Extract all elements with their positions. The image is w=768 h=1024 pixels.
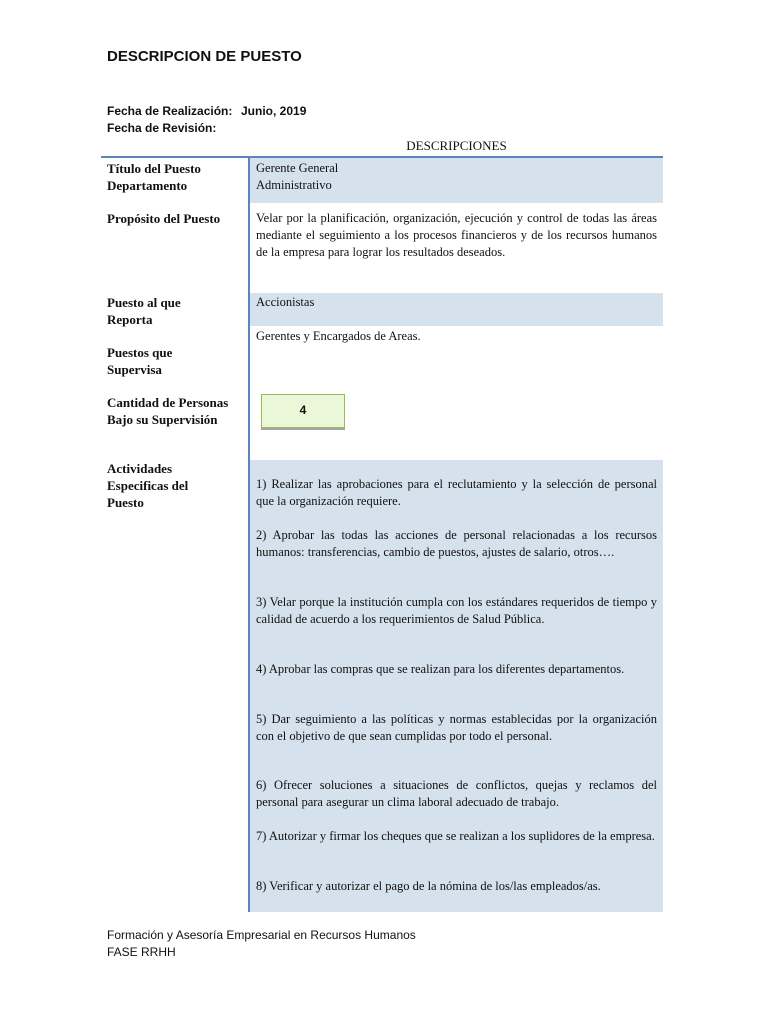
row-band-supervisa: [250, 326, 663, 460]
titulo-label: Título del Puesto: [107, 161, 201, 176]
proposito-label: Propósito del Puesto: [107, 211, 221, 226]
fecha-revision: [107, 121, 216, 135]
document-title: DESCRIPCION DE PUESTO: [107, 48, 302, 65]
proposito-value: Velar por la planificación, organización, ejecución y control de todas las áreas mediante el seguimiento a los procesos financieros y de los recursos humanos de la empresa para lograr los resultados deseados.: [256, 211, 657, 259]
supervisa-label: Puestos que Supervisa: [107, 345, 173, 377]
activity-item: 4) Aprobar las compras que se realizan para los diferentes departamentos.: [256, 662, 625, 676]
table-heading: DESCRIPCIONES: [406, 138, 507, 153]
titulo-value: Gerente General: [256, 161, 339, 175]
reporta-value: Accionistas: [256, 295, 315, 309]
fecha-revision-label: Fecha de Revisión:: [107, 121, 217, 135]
footer-line-2: FASE RRHH: [107, 945, 176, 959]
activity-item: 1) Realizar las aprobaciones para el reclutamiento y la selección de personal que la organización requiere.: [256, 477, 657, 508]
departamento-value: Administrativo: [256, 178, 332, 192]
footer-line-1: Formación y Asesoría Empresarial en Recursos Humanos: [107, 928, 416, 942]
cantidad-value-box: 4: [261, 394, 345, 428]
activity-item: 8) Verificar y autorizar el pago de la nómina de los/las empleados/as.: [256, 879, 601, 893]
activity-item: 6) Ofrecer soluciones a situaciones de conflictos, quejas y reclamos del personal para asegurar un clima laboral adecuado de trabajo.: [256, 778, 657, 809]
table-top-rule: [101, 156, 663, 158]
table-column-divider: [248, 157, 250, 912]
supervisa-value: Gerentes y Encargados de Areas.: [256, 329, 421, 343]
reporta-label: Puesto al que Reporta: [107, 295, 181, 327]
fecha-realizacion-value: Junio, 2019: [241, 104, 307, 118]
cantidad-label: Cantidad de Personas Bajo su Supervisión: [107, 395, 229, 427]
activity-item: 5) Dar seguimiento a las políticas y normas establecidas por la organización con el objetivo de que sean cumplidas por todo el personal.: [256, 712, 657, 743]
activity-item: 3) Velar porque la institución cumpla con los estándares requeridos de tiempo y calidad de acuerdo a los requerimientos de Salud Pública.: [256, 595, 657, 626]
activity-item: 7) Autorizar y firmar los cheques que se realizan a los suplidores de la empresa.: [256, 829, 655, 843]
fecha-realizacion-label: Fecha de Realización:: [107, 104, 233, 118]
departamento-label: Departamento: [107, 178, 188, 193]
actividades-label: Actividades Especificas del Puesto: [107, 461, 189, 510]
activity-item: 2) Aprobar las todas las acciones de personal relacionadas a los recursos humanos: transferencias, cambio de puestos, ajustes de salario, otros….: [256, 528, 657, 559]
fecha-realizacion: [107, 104, 307, 118]
